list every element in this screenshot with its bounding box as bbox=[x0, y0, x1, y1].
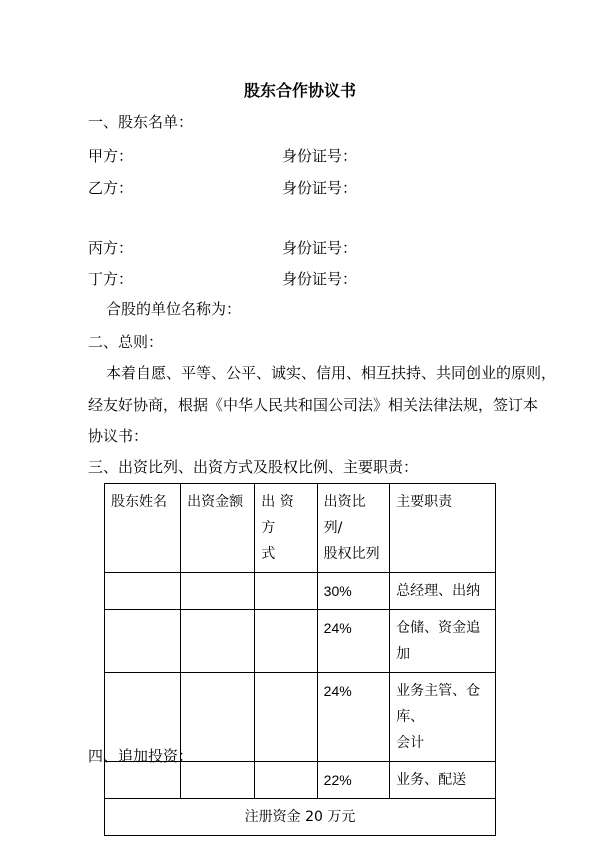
company-name-label: 合股的单位名称为： bbox=[106, 300, 242, 318]
header-method-line1: 出 资 方 bbox=[261, 494, 294, 536]
party-name-label: 甲方： bbox=[88, 147, 134, 165]
cell-ratio: 24% bbox=[317, 673, 389, 762]
party-id-label: 身份证号： bbox=[282, 239, 358, 257]
section4-heading: 四、追加投资： bbox=[88, 747, 194, 765]
cell-duty-line2: 会计 bbox=[396, 735, 425, 751]
section2-heading: 二、总则： bbox=[88, 333, 164, 351]
table-row bbox=[105, 573, 496, 610]
section2-paragraph-line2: 经友好协商，根据《中华人民共和国公司法》相关法律法规，签订本 bbox=[88, 396, 539, 414]
table-row bbox=[105, 610, 496, 673]
cell-method bbox=[255, 573, 317, 610]
header-amount: 出资金额 bbox=[181, 484, 255, 573]
cell-ratio: 22% bbox=[317, 762, 389, 799]
section1-heading: 一、股东名单： bbox=[88, 113, 194, 131]
section2-paragraph-line1: 本着自愿、平等、公平、诚实、信用、相互扶持、共同创业的原则， bbox=[106, 364, 557, 382]
party-id-label: 身份证号： bbox=[282, 147, 358, 165]
cell-method bbox=[255, 673, 317, 762]
cell-duty-line1: 总经理、出纳 bbox=[396, 583, 481, 599]
shareholder-table bbox=[104, 483, 496, 836]
party-row-bing bbox=[88, 237, 508, 257]
cell-duty bbox=[390, 573, 496, 610]
cell-method bbox=[255, 610, 317, 673]
cell-name bbox=[105, 762, 181, 799]
cell-duty-line1: 仓储、资金追加 bbox=[396, 620, 481, 662]
party-id-label: 身份证号： bbox=[282, 179, 358, 197]
registered-capital: 注册资金 20 万元 bbox=[105, 799, 496, 836]
header-method-line2: 式 bbox=[261, 546, 276, 562]
party-row-ding bbox=[88, 268, 508, 288]
header-name: 股东姓名 bbox=[105, 484, 181, 573]
header-duty: 主要职责 bbox=[390, 484, 496, 573]
party-name-label: 乙方： bbox=[88, 179, 134, 197]
header-method bbox=[255, 484, 317, 573]
header-ratio-line2: 股权比列 bbox=[323, 546, 380, 562]
document-title: 股东合作协议书 bbox=[243, 81, 356, 100]
cell-duty-line1: 业务主管、仓库、 bbox=[396, 683, 481, 725]
table-row bbox=[105, 762, 496, 799]
cell-amount bbox=[181, 610, 255, 673]
party-id-label: 身份证号： bbox=[282, 270, 358, 288]
header-ratio-line1: 出资比列/ bbox=[323, 494, 366, 536]
cell-method bbox=[255, 762, 317, 799]
cell-amount bbox=[181, 573, 255, 610]
cell-duty bbox=[390, 610, 496, 673]
party-row-jia bbox=[88, 145, 508, 165]
cell-duty-line1: 业务、配送 bbox=[396, 772, 467, 788]
table-footer-row bbox=[105, 799, 496, 836]
table-header-row bbox=[105, 484, 496, 573]
party-name-label: 丙方： bbox=[88, 239, 134, 257]
party-row-yi bbox=[88, 177, 508, 197]
header-ratio bbox=[317, 484, 389, 573]
cell-name bbox=[105, 573, 181, 610]
cell-amount bbox=[181, 762, 255, 799]
section3-heading: 三、出资比列、出资方式及股权比例、主要职责： bbox=[88, 458, 419, 476]
cell-ratio: 24% bbox=[317, 610, 389, 673]
section2-paragraph-line3: 协议书： bbox=[88, 427, 149, 445]
cell-duty bbox=[390, 762, 496, 799]
cell-duty bbox=[390, 673, 496, 762]
party-name-label: 丁方： bbox=[88, 270, 134, 288]
cell-ratio: 30% bbox=[317, 573, 389, 610]
cell-name bbox=[105, 610, 181, 673]
